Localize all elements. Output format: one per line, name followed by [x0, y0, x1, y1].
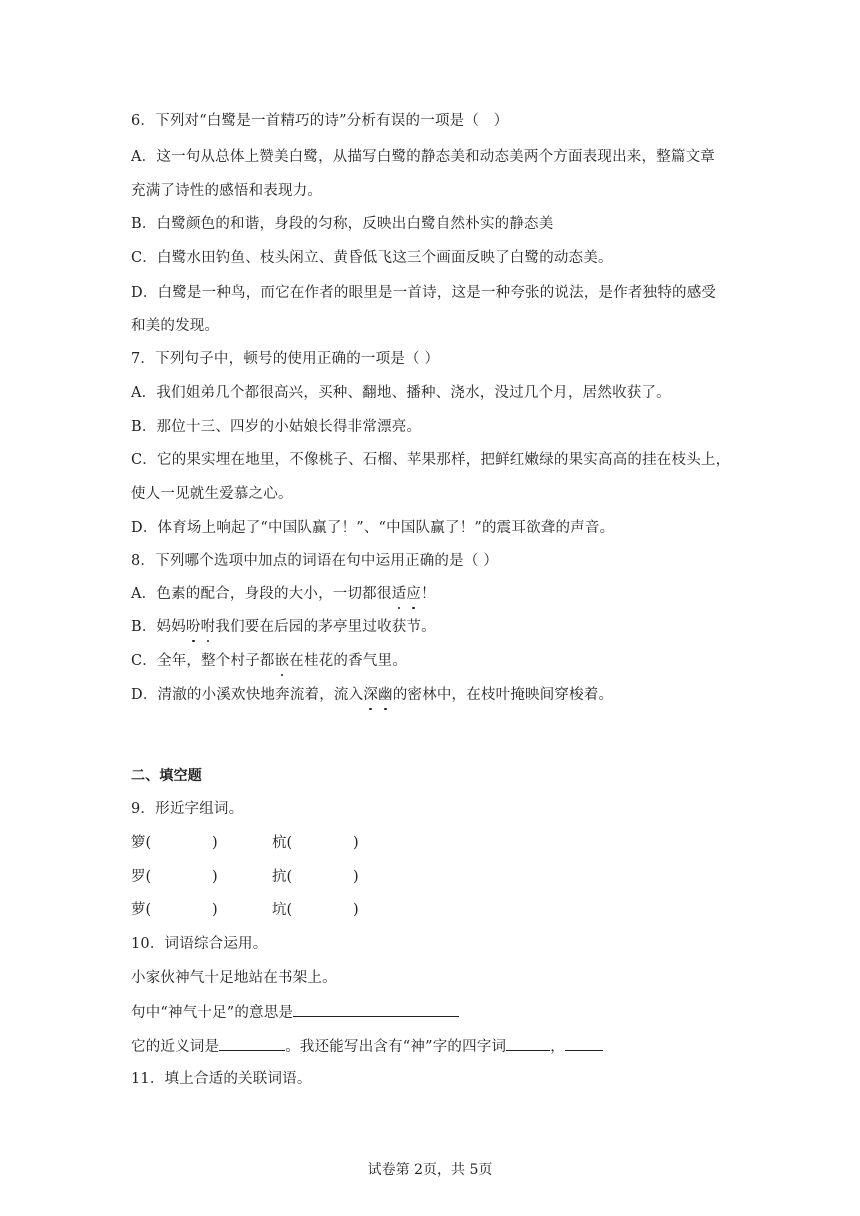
- q8-d-text: D．清澈的小溪欢快地奔流着，流入: [131, 687, 364, 703]
- emphasis-dot-char: 幽: [378, 687, 393, 703]
- section-title-fill-in: 二、填空题: [131, 768, 202, 784]
- q10-stem: 10．词语综合运用。: [131, 936, 268, 952]
- q8-option-b: [131, 617, 436, 637]
- q10-syn-sep: ，: [550, 1039, 565, 1055]
- q10-meaning-prefix: 句中“神气十足”的意思是: [131, 1005, 294, 1021]
- q8-d-text-end: 的密林中，在枝叶掩映间穿梭着。: [392, 687, 614, 703]
- emphasis-dot-char: 嵌: [274, 653, 290, 669]
- q9-row3-right: 坑(: [272, 902, 293, 918]
- q8-b-text: B．妈妈: [131, 619, 186, 635]
- q11-stem: 11．填上合适的关联词语。: [131, 1071, 312, 1087]
- q6-stem: 6．下列对“白鹭是一首精巧的诗”分析有误的一项是（ ）: [131, 113, 509, 129]
- q8-a-text-end: ！: [420, 586, 436, 602]
- q9-row2-right-close: ): [353, 869, 359, 885]
- q9-stem: 9．形近字组词。: [131, 801, 244, 817]
- q8-option-c: [131, 651, 407, 671]
- answer-blank[interactable]: [565, 1036, 603, 1051]
- q10-synonym: [131, 1036, 603, 1057]
- q9-row2-left-close: ): [212, 869, 218, 885]
- q6-option-d-line1: D．白鹭是一种鸟，而它在作者的眼里是一首诗，这是一种夸张的说法，是作者独特的感受: [131, 285, 717, 301]
- q6-option-c: C．白鹭水田钓鱼、枝头闲立、黄昏低飞这三个画面反映了白鹭的动态美。: [131, 250, 613, 266]
- emphasis-dot-char: 应: [406, 586, 421, 602]
- q7-option-a: A．我们姐弟几个都很高兴，买种、翻地、播种、浇水，没过几个月，居然收获了。: [131, 385, 671, 401]
- q7-option-c-line1: C．它的果实埋在地里，不像桃子、石榴、苹果那样，把鲜红嫩绿的果实高高的挂在枝头上，: [131, 452, 731, 468]
- q9-row1-right: 杭(: [272, 835, 293, 851]
- emphasis-dot-char: 吩: [185, 619, 201, 635]
- q9-row3-left: 萝(: [131, 902, 152, 918]
- q8-stem: 8．下列哪个选项中加点的词语在句中运用正确的是（ ）: [131, 553, 499, 569]
- emphasis-dot-char: 适: [391, 586, 407, 602]
- q7-stem: 7．下列句子中，顿号的使用正确的一项是（ ）: [131, 351, 440, 367]
- q10-syn-prefix: 它的近义词是: [131, 1039, 220, 1055]
- q6-option-a-line1: A．这一句从总体上赞美白鹭，从描写白鹭的静态美和动态美两个方面表现出来，整篇文章: [131, 149, 715, 165]
- q8-option-a: [131, 584, 436, 604]
- q8-a-text: A．色素的配合，身段的大小，一切都很: [131, 586, 392, 602]
- q6-option-d-line2: 和美的发现。: [131, 318, 220, 334]
- q7-option-c-line2: 使人一见就生爱慕之心。: [131, 486, 293, 502]
- answer-blank[interactable]: [293, 1002, 459, 1017]
- q8-b-text-end: 我们要在后园的茅亭里过收获节。: [215, 619, 436, 635]
- q10-sentence: 小家伙神气十足地站在书架上。: [131, 970, 337, 986]
- q10-meaning: [131, 1002, 459, 1023]
- emphasis-dot-char: 咐: [200, 619, 216, 635]
- q10-syn-mid: 。我还能写出含有“神”字的四字词: [285, 1039, 507, 1055]
- q9-row2-right: 抗(: [272, 869, 293, 885]
- q7-option-b: B．那位十三、四岁的小姑娘长得非常漂亮。: [131, 419, 422, 435]
- answer-blank[interactable]: [219, 1036, 285, 1051]
- q8-c-text: C．全年，整个村子都: [131, 653, 275, 669]
- q7-option-d: D．体育场上响起了“中国队赢了！”、“中国队赢了！”的震耳欲聋的声音。: [131, 520, 615, 536]
- q9-row2-left: 罗(: [131, 869, 152, 885]
- q8-c-text-end: 在桂花的香气里。: [289, 653, 407, 669]
- q9-row1-left: 箩(: [131, 835, 152, 851]
- q6-option-a-line2: 充满了诗性的感悟和表现力。: [131, 183, 323, 199]
- page-footer: 试卷第 2页，共 5页: [367, 1162, 493, 1178]
- q8-option-d: [131, 685, 613, 705]
- q9-row3-left-close: ): [212, 902, 218, 918]
- q9-row3-right-close: ): [353, 902, 359, 918]
- q6-option-b: B．白鹭颜色的和谐，身段的匀称，反映出白鹭自然朴实的静态美: [131, 216, 554, 232]
- q9-row1-right-close: ): [353, 835, 359, 851]
- emphasis-dot-char: 深: [363, 687, 379, 703]
- answer-blank[interactable]: [506, 1036, 550, 1051]
- q9-row1-left-close: ): [212, 835, 218, 851]
